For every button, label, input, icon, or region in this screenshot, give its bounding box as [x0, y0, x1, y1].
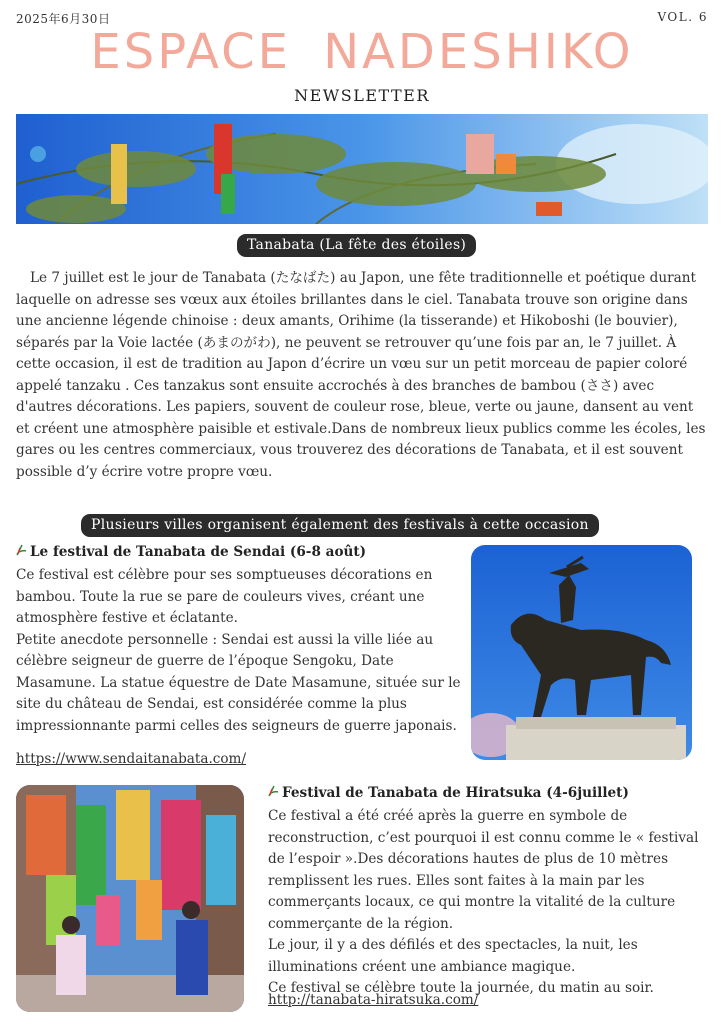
hiratsuka-paragraph-3: Ce festival se célèbre toute la journée, du matin au soir.: [268, 980, 654, 996]
hiratsuka-title-text: Festival de Tanabata de Hiratsuka (4-6juillet): [282, 785, 629, 801]
issue-volume: VOL. 6: [657, 10, 708, 24]
sendai-title-text: Le festival de Tanabata de Sendai (6-8 août): [30, 544, 367, 560]
sendai-festival-title: [16, 544, 366, 560]
banner-photo: [16, 114, 708, 224]
sendai-festival-body: [16, 565, 461, 737]
masthead-subtitle: NEWSLETTER: [294, 86, 430, 105]
tanabata-intro-paragraph: Le 7 juillet est le jour de Tanabata (たなばた) au Japon, une fête traditionnelle et poétique durant laquelle on adresse ses vœux aux étoiles brillantes dans le ciel. Tanabata trouve son origine dans une ancienne légende chinoise : deux amants, Orihime (la tisserande) et Hikoboshi (le bouvier), séparés par la Voie lactée (あまのがわ), ne peuvent se retrouver qu’une fois par an, le 7 juillet. À cette occasion, il est de tradition au Japon d’écrire un vœu sur un petit morceau de papier coloré appelé tanzaku . Ces tanzakus sont ensuite accrochés à des branches de bambou (ささ) avec d'autres décorations. Les papiers, souvent de couleur rose, bleue, verte ou jaune, dansent au vent et créent une atmosphère paisible et estivale.Dans de nombreux lieux publics comme les écoles, les gares ou les centres commerciaux, vous trouverez des décorations de Tanabata, et il est souvent possible d’y écrire votre propre vœu.: [16, 270, 706, 480]
bamboo-leaf-icon: [268, 785, 282, 801]
sendai-website-link[interactable]: https://www.sendaitanabata.com/: [16, 751, 247, 767]
issue-date: 2025年6月30日: [16, 12, 111, 26]
hiratsuka-paragraph-2: Le jour, il y a des défilés et des spectacles, la nuit, les illuminations créent une ambiance magique.: [268, 937, 638, 975]
hiratsuka-website-link[interactable]: http://tanabata-hiratsuka.com/: [268, 992, 479, 1008]
sendai-paragraph-1: Ce festival est célèbre pour ses somptueuses décorations en bambou. Toute la rue se pare de couleurs vives, créant une atmosphère festive et éclatante.: [16, 567, 433, 626]
section-heading-festivals: Plusieurs villes organisent également des festivals à cette occasion: [81, 514, 599, 537]
section-heading-tanabata: Tanabata (La fête des étoiles): [237, 234, 476, 257]
hiratsuka-paragraph-1: Ce festival a été créé après la guerre en symbole de reconstruction, c’est pourquoi il est connu comme le « festival de l’espoir ».Des décorations hautes de plus de 10 mètres remplissent les rues. Elles sont faites à la main par les commerçants locaux, ce qui montre la vitalité de la culture commerçante de la région.: [268, 808, 699, 932]
masthead-title: ESPACE NADESHIKO: [90, 24, 634, 80]
bamboo-leaf-icon: [16, 544, 30, 560]
hiratsuka-festival-photo: [16, 785, 244, 1012]
date-masamune-statue-photo: [471, 545, 692, 760]
hiratsuka-festival-title: [268, 785, 629, 801]
hiratsuka-festival-body: [268, 806, 713, 1000]
sendai-paragraph-2: Petite anecdote personnelle : Sendai est aussi la ville liée au célèbre seigneur de guerre de l’époque Sengoku, Date Masamune. La statue équestre de Date Masamune, située sur le site du château de Sendai, est considérée comme la plus impressionnante parmi celles des seigneurs de guerre japonais.: [16, 631, 461, 734]
